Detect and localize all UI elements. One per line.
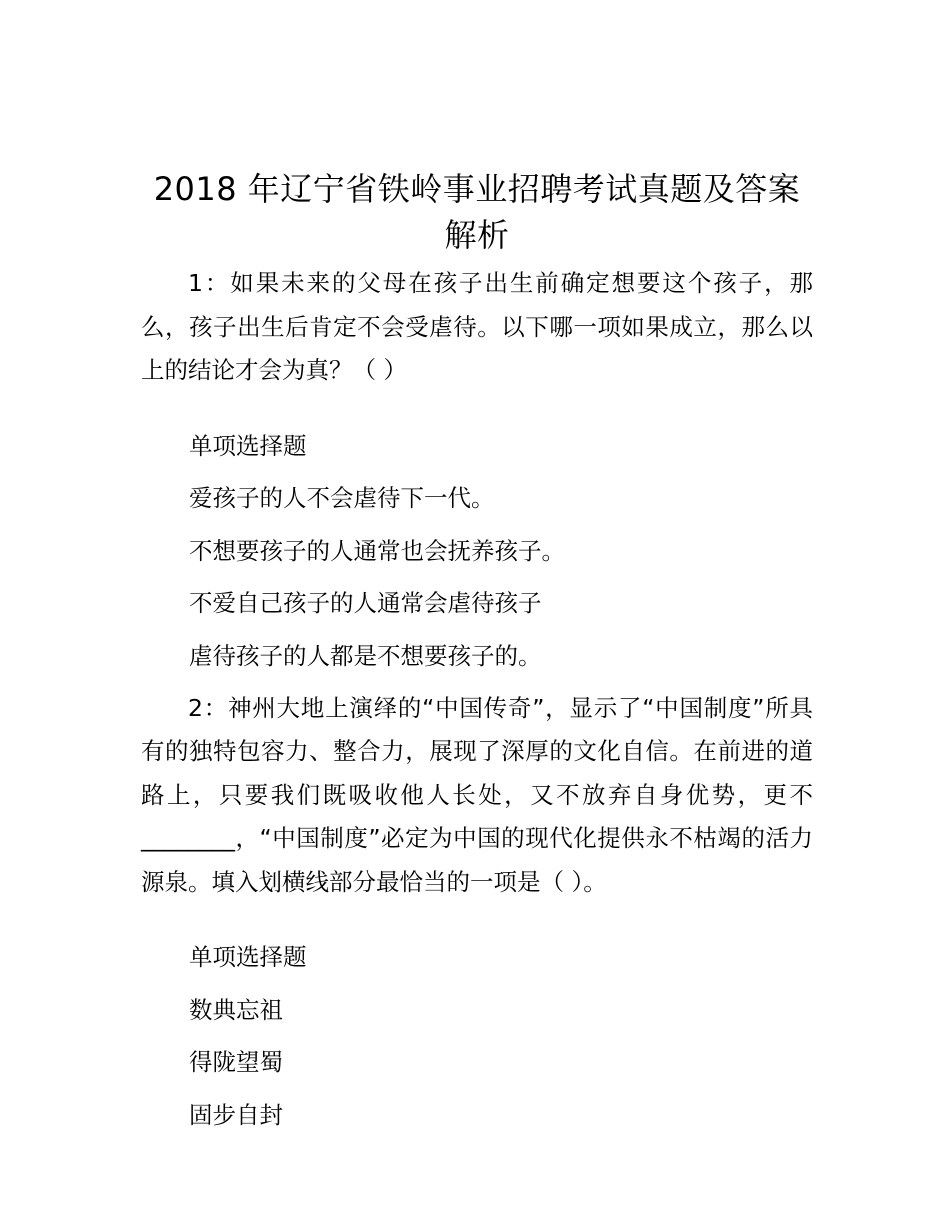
title-line-1: 2018 年辽宁省铁岭事业招聘考试真题及答案 bbox=[153, 170, 801, 208]
question-1-option-c: 不爱自己孩子的人通常会虐待孩子 bbox=[189, 589, 542, 617]
question-1-text: 1：如果未来的父母在孩子出生前确定想要这个孩子，那么，孩子出生后肯定不会受虐待。以下哪一项如果成立，那么以上的结论才会为真？（ ） bbox=[141, 269, 813, 384]
question-2-type: 单项选择题 bbox=[189, 943, 307, 971]
document-page bbox=[141, 166, 813, 1130]
question-1-option-a: 爱孩子的人不会虐待下一代。 bbox=[189, 484, 495, 512]
question-1-type: 单项选择题 bbox=[189, 431, 307, 460]
question-1-option-b: 不想要孩子的人通常也会抚养孩子。 bbox=[189, 536, 565, 565]
question-1-option-d: 虐待孩子的人都是不想要孩子的。 bbox=[189, 641, 542, 670]
document-title bbox=[141, 166, 813, 258]
question-2-option-c: 固步自封 bbox=[189, 1100, 283, 1129]
question-2-option-b: 得陇望蜀 bbox=[189, 1048, 283, 1076]
title-line-2: 解析 bbox=[444, 216, 510, 254]
question-2-option-a: 数典忘祖 bbox=[189, 995, 283, 1024]
question-2-text: 2：神州大地上演绎的“中国传奇”，显示了“中国制度”所具有的独特包容力、整合力，展现了深厚的文化自信。在前进的道路上，只要我们既吸收他人长处，又不放弃自身优势，更不________，“中国制度”必定为中国的现代化提供永不枯竭的活力源泉。填入划横线部分最恰当的一项是（ ）。 bbox=[141, 693, 813, 896]
